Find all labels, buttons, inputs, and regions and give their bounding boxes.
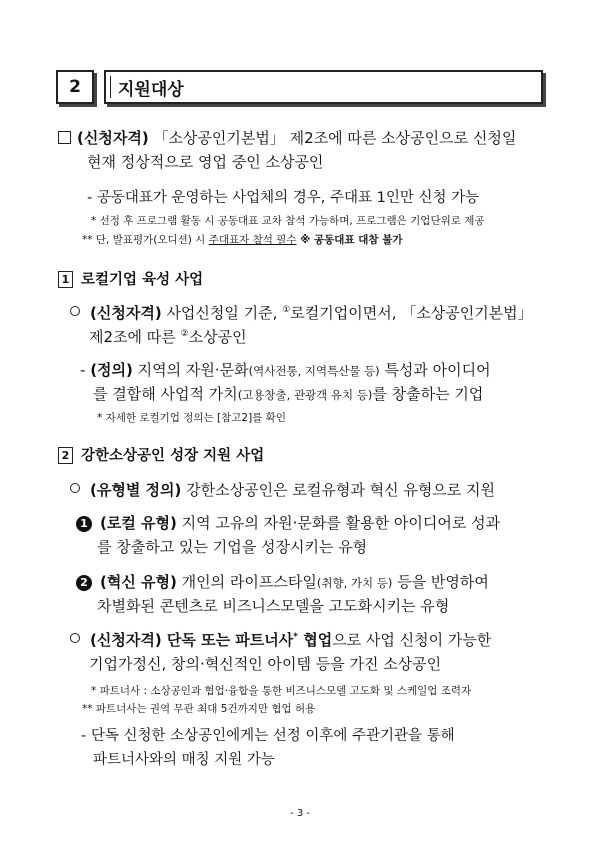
sub2-type-label: (유형별 정의) [90,481,182,499]
sub2-elig-rest: 으로 사업 신청이 가능한 [332,631,492,649]
sub2-elig-label: (신청자격) 단독 또는 파트너사 [90,631,294,649]
sub1-heading [58,268,203,289]
sub2-dash-line1: - 단독 신청한 소상공인에게는 선정 이후에 주관기관을 통해 [81,728,455,744]
sub1-line1 [70,302,533,323]
sub1-def-line2-b: 를 창출하는 기업 [372,385,484,403]
sub2-item2-line1-a: 개인의 라이프스타일 [176,573,317,591]
sub1-def-line1-small: (역사전통, 지역특산물 등) [248,364,380,378]
sub1-line1-b: 로컬기업이면서, 「소상공인기본법」 [290,304,533,322]
sub1-sup1: ① [282,305,291,315]
block1-note2-underlined: 주대표자 참석 필수 [208,234,297,246]
bullet-circle-icon [70,306,80,316]
sub1-number-box: 1 [58,271,73,288]
sub1-line2-b: 소상공인 [188,328,247,346]
sub1-sup2: ② [180,329,189,339]
sub2-elig-bold2: 협업 [297,631,333,649]
sub2-title: 강한소상공인 성장 지원 사업 [81,448,265,464]
sub2-item2-line2: 차별화된 콘텐츠로 비즈니스모델을 고도화시키는 유형 [97,597,450,615]
sub2-item1-line2: 를 창출하고 있는 기업을 성장시키는 유형 [97,538,368,556]
sub2-elig-line2: 기업가정신, 창의·혁신적인 아이템 등을 가진 소상공인 [89,655,442,673]
sub1-line2 [89,326,247,347]
block1-dash1: - 공동대표가 운영하는 사업체의 경우, 주대표 1인만 신청 가능 [87,190,480,206]
block1-line1-text: 「소상공인기본법」 제2조에 따른 소상공인으로 신청일 [148,129,517,147]
sub1-def-line1: - (정의) 지역의 자원·문화(역사전통, 지역특산물 등) 특성과 아이디어 [80,361,491,379]
sub2-type-rest: 강한소상공인은 로컬유형과 혁신 유형으로 지원 [181,481,496,499]
sub1-line1-a: 사업신청일 기준, [161,304,283,322]
bullet-circle-icon [70,483,80,493]
numbered-bullet-icon: 1 [76,516,92,532]
sub2-elig-line1 [70,629,491,650]
sub2-item2-line1-b: 등을 반영하여 [392,573,489,591]
sub1-def-line1-a: 지역의 자원·문화 [132,361,249,379]
block1-note1: * 선정 후 프로그램 활동 시 공동대표 교차 참석 가능하며, 프로그램은 기업단위로 제공 [91,215,485,227]
sub2-number-box: 2 [58,447,73,464]
sub2-elig-sup: * [293,632,298,642]
sub2-item2-line1 [76,571,489,592]
sub1-line2-a: 제2조에 따른 [89,328,181,346]
sub2-type-line [70,479,495,500]
bullet-circle-icon [70,633,80,643]
section-number: 2 [56,70,94,104]
sub2-item1-label: (로컬 유형) [100,514,177,532]
sub2-note1: * 파트너사 : 소상공인과 협업·융합을 통한 비즈니스모델 고도화 및 스케일업 조력자 [91,685,472,697]
sub1-def-line1-b: 특성과 아이디어 [379,361,491,379]
sub2-note2: ** 파트너사는 권역 무관 최대 5건까지만 협업 허용 [82,703,316,715]
sub1-def-line2-small: (고용창출, 관광객 유치 등) [237,388,373,402]
sub1-def-line2 [93,383,483,404]
sub2-dash-line2: 파트너사와의 매칭 지원 가능 [93,752,275,768]
sub1-note: * 자세한 로컬기업 정의는 [참고2]를 확인 [97,412,286,424]
sub1-def-label: (정의) [90,361,133,379]
block1-note2-pre: ** 단, 발표평가(오디션) 시 [82,234,209,246]
sub1-title: 로컬기업 육성 사업 [81,272,204,288]
page-number: - 3 - [290,808,310,819]
block1-line1 [58,127,516,148]
sub2-heading [58,444,264,465]
sub1-label: (신청자격) [90,304,162,322]
sub2-item2-line1-small: (취향, 가치 등) [316,576,393,590]
block1-label: (신청자격) [77,129,149,147]
block1-note2-post: ※ 공동대표 대참 불가 [296,234,403,246]
numbered-bullet-icon: 2 [76,575,92,591]
section-title-box [104,70,543,104]
block1-note2 [82,232,402,247]
block1-line2: 현재 정상적으로 영업 중인 소상공인 [87,153,324,171]
sub2-item1-line1 [76,512,500,533]
sub2-item2-label: (혁신 유형) [100,573,177,591]
sub2-item1-line1-text: 지역 고유의 자원·문화를 활용한 아이디어로 성과 [176,514,501,532]
checkbox-icon [58,131,71,144]
section-header [56,70,543,106]
sub1-def-line2-a: 를 결합해 사업적 가치 [93,385,238,403]
section-title: 지원대상 [118,79,184,100]
